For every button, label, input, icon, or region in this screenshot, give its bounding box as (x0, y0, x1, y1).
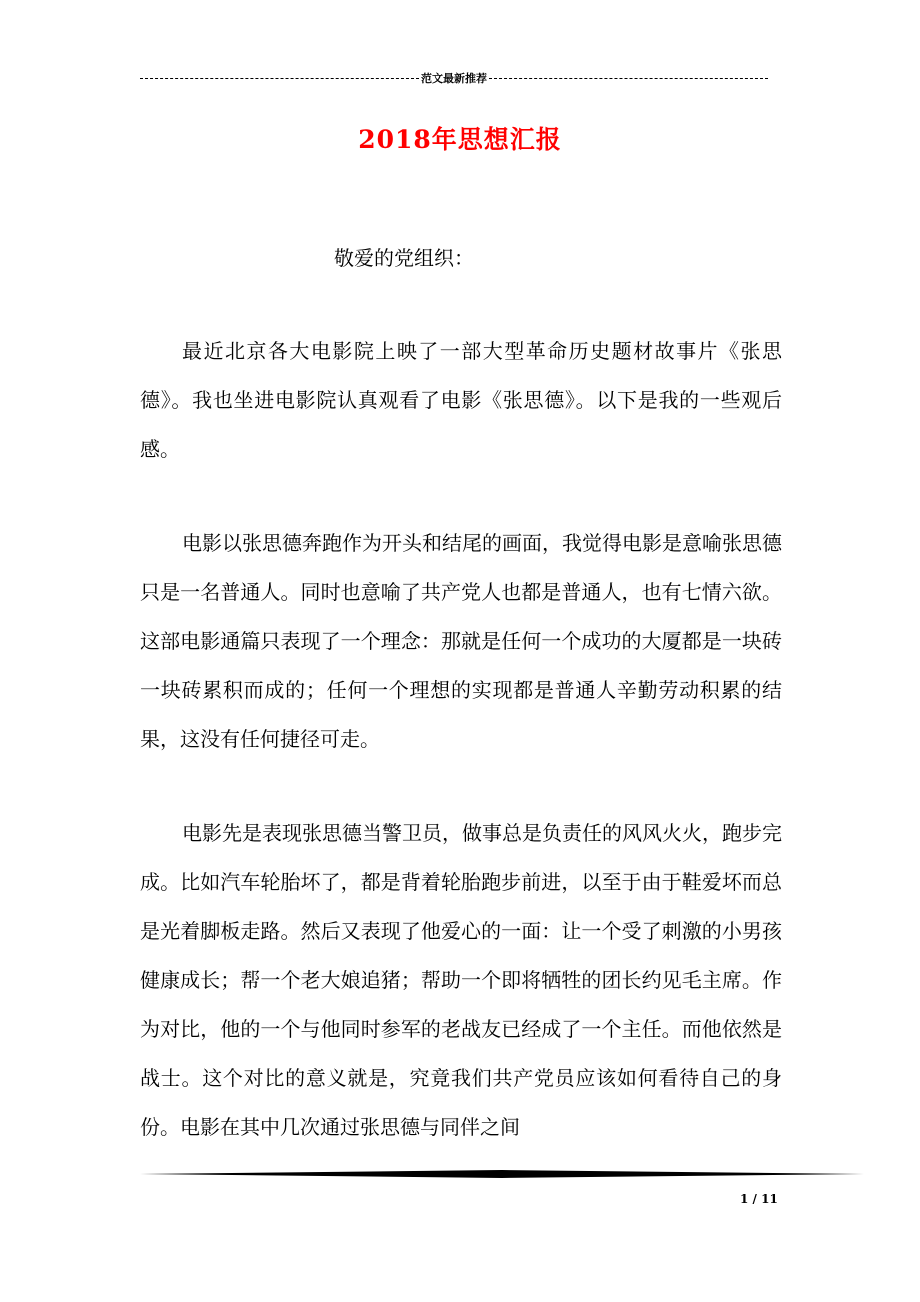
header-dash-left (140, 78, 419, 79)
greeting: 敬爱的党组织： (334, 246, 474, 270)
paragraph-2: 电影以张思德奔跑作为开头和结尾的画面，我觉得电影是意喻张思德只是一名普通人。同时也意喻了共产党人也都是普通人，也有七情六欲。这部电影通篇只表现了一个理念：那就是任何一个成功的大厦都是一块砖一块砖累积而成的；任何一个理想的实现都是普通人辛勤劳动积累的结果，这没有任何捷径可走。 (140, 531, 782, 751)
document-title: 2018年思想汇报 (358, 125, 562, 154)
footer-rule (140, 1170, 864, 1178)
paragraph-3: 电影先是表现张思德当警卫员，做事总是负责任的风风火火，跑步完成。比如汽车轮胎坏了，都是背着轮胎跑步前进，以至于由于鞋爱坏而总是光着脚板走路。然后又表现了他爱心的一面：让一个受了刺激的小男孩健康成长；帮一个老大娘追猪；帮助一个即将牺牲的团长约见毛主席。作为对比，他的一个与他同时参军的老战友已经成了一个主任。而他依然是战士。这个对比的意义就是，究竟我们共产党员应该如何看待自己的身份。电影在其中几次通过张思德与同伴之间 (140, 821, 782, 1139)
page-number: 1 / 11 (740, 1192, 778, 1206)
paragraph-1: 最近北京各大电影院上映了一部大型革命历史题材故事片《张思德》。我也坐进电影院认真观看了电影《张思德》。以下是我的一些观后感。 (140, 339, 782, 461)
header-dash-right (489, 78, 768, 79)
page-header (140, 70, 768, 86)
header-label: 范文最新推荐 (421, 72, 487, 85)
